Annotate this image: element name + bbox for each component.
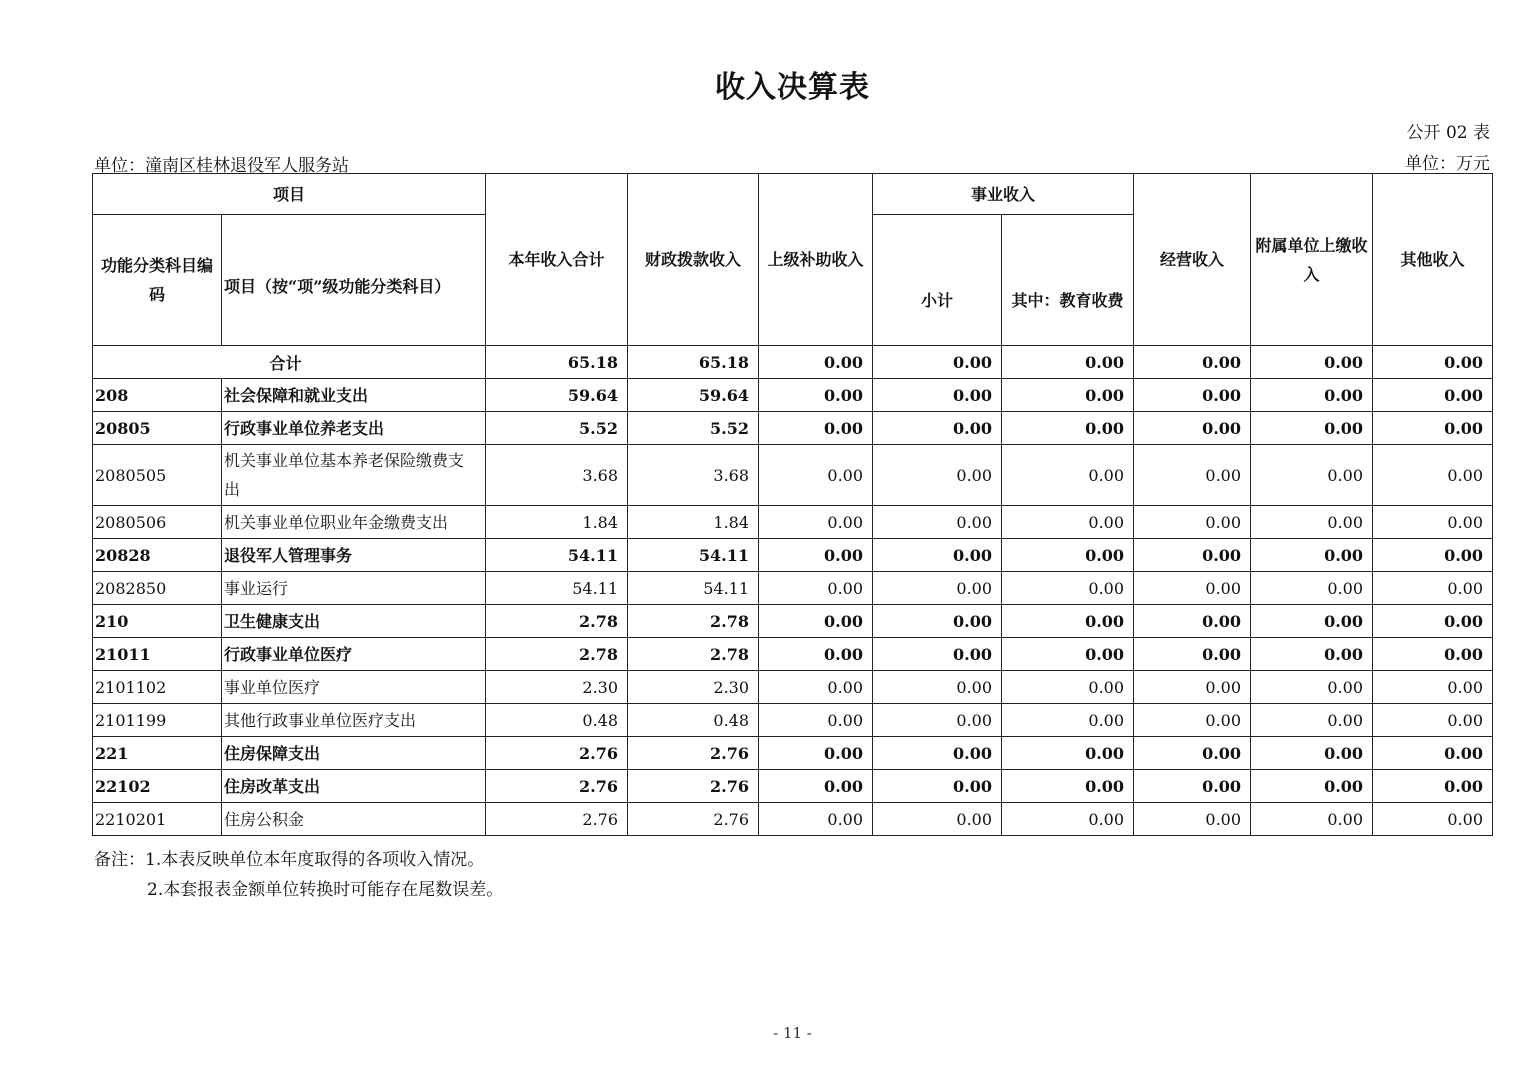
row-value: 0.00: [759, 379, 873, 412]
row-value: 0.00: [873, 671, 1002, 704]
row-value: 1.84: [628, 506, 759, 539]
row-value: 0.00: [873, 704, 1002, 737]
row-value: 0.00: [1002, 770, 1134, 803]
header-project: 项目: [93, 174, 486, 215]
row-value: 0.00: [1251, 506, 1373, 539]
row-value: 0.00: [759, 737, 873, 770]
row-value: 0.00: [1134, 770, 1251, 803]
row-value: 59.64: [486, 379, 628, 412]
row-value: 59.64: [628, 379, 759, 412]
row-value: 0.00: [759, 704, 873, 737]
row-name: 事业运行: [222, 572, 486, 605]
row-value: 0.00: [1134, 506, 1251, 539]
row-name: 住房改革支出: [222, 770, 486, 803]
form-number: 公开 02 表: [1406, 123, 1490, 143]
row-value: 0.00: [1251, 737, 1373, 770]
row-value: 0.00: [759, 671, 873, 704]
row-value: 0.00: [1002, 671, 1134, 704]
row-value: 0.00: [1251, 803, 1373, 836]
row-value: 0.00: [873, 737, 1002, 770]
note-line-1: 备注：1.本表反映单位本年度取得的各项收入情况。: [94, 850, 485, 870]
row-value: 0.00: [873, 379, 1002, 412]
row-value: 0.00: [1251, 412, 1373, 445]
row-name: 行政事业单位养老支出: [222, 412, 486, 445]
table-row: [93, 737, 1493, 770]
row-value: 2.78: [628, 605, 759, 638]
row-value: 2.76: [628, 737, 759, 770]
row-value: 0.00: [1251, 770, 1373, 803]
row-code: 2080505: [93, 445, 222, 506]
row-name: 退役军人管理事务: [222, 539, 486, 572]
total-value: 65.18: [628, 346, 759, 379]
row-value: 0.00: [759, 803, 873, 836]
row-value: 54.11: [486, 572, 628, 605]
total-value: 0.00: [759, 346, 873, 379]
header-project-name: 项目（按“项”级功能分类科目）: [222, 215, 486, 346]
table-row: [93, 605, 1493, 638]
row-value: 54.11: [628, 539, 759, 572]
total-row: [93, 346, 1493, 379]
row-value: 0.00: [1251, 605, 1373, 638]
row-value: 0.00: [1002, 638, 1134, 671]
row-value: 0.00: [1134, 412, 1251, 445]
row-value: 0.00: [873, 539, 1002, 572]
row-value: 0.00: [1002, 412, 1134, 445]
row-value: 0.00: [1134, 671, 1251, 704]
row-value: 0.48: [628, 704, 759, 737]
row-value: 0.00: [1134, 704, 1251, 737]
row-value: 0.00: [1373, 704, 1493, 737]
row-name: 住房保障支出: [222, 737, 486, 770]
row-value: 0.00: [759, 638, 873, 671]
row-value: 5.52: [628, 412, 759, 445]
row-value: 0.00: [1251, 379, 1373, 412]
row-value: 0.00: [759, 770, 873, 803]
row-value: 0.00: [1134, 638, 1251, 671]
row-code: 2101102: [93, 671, 222, 704]
row-value: 0.00: [1134, 572, 1251, 605]
row-value: 0.00: [759, 506, 873, 539]
header-education-fee: 其中：教育收费: [1002, 215, 1134, 346]
total-value: 0.00: [1251, 346, 1373, 379]
row-value: 0.00: [759, 572, 873, 605]
row-value: 0.00: [1251, 539, 1373, 572]
row-name: 机关事业单位基本养老保险缴费支出: [222, 445, 486, 506]
row-value: 0.00: [1002, 803, 1134, 836]
row-value: 2.76: [486, 737, 628, 770]
header-row-1: [93, 174, 1493, 215]
row-name: 其他行政事业单位医疗支出: [222, 704, 486, 737]
row-value: 2.76: [628, 803, 759, 836]
row-value: 0.00: [1002, 539, 1134, 572]
total-value: 0.00: [873, 346, 1002, 379]
row-value: 0.00: [759, 539, 873, 572]
row-value: 0.00: [1134, 803, 1251, 836]
row-value: 0.00: [1002, 379, 1134, 412]
row-value: 0.00: [1251, 445, 1373, 506]
row-value: 0.00: [873, 412, 1002, 445]
row-value: 0.00: [1251, 638, 1373, 671]
table-row: [93, 412, 1493, 445]
row-value: 0.00: [1002, 704, 1134, 737]
row-value: 2.76: [486, 770, 628, 803]
row-value: 0.00: [1251, 572, 1373, 605]
row-name: 卫生健康支出: [222, 605, 486, 638]
row-value: 2.76: [628, 770, 759, 803]
table-row: [93, 803, 1493, 836]
total-value: 0.00: [1373, 346, 1493, 379]
row-code: 210: [93, 605, 222, 638]
table-row: [93, 445, 1493, 506]
row-value: 0.00: [873, 506, 1002, 539]
row-value: 0.00: [759, 445, 873, 506]
page-number: - 11 -: [773, 1024, 812, 1042]
row-value: 0.00: [1134, 737, 1251, 770]
row-code: 2082850: [93, 572, 222, 605]
table-row: [93, 638, 1493, 671]
total-value: 0.00: [1002, 346, 1134, 379]
row-value: 0.00: [1134, 379, 1251, 412]
header-affiliated: 附属单位上缴收入: [1251, 174, 1373, 346]
table-row: [93, 539, 1493, 572]
row-value: 0.00: [1002, 737, 1134, 770]
row-value: 0.00: [1373, 506, 1493, 539]
row-value: 0.00: [1002, 572, 1134, 605]
row-name: 机关事业单位职业年金缴费支出: [222, 506, 486, 539]
row-value: 0.00: [873, 445, 1002, 506]
row-value: 0.00: [1373, 539, 1493, 572]
row-value: 54.11: [486, 539, 628, 572]
header-superior-subsidy: 上级补助收入: [759, 174, 873, 346]
row-value: 3.68: [628, 445, 759, 506]
row-code: 208: [93, 379, 222, 412]
header-fiscal: 财政拨款收入: [628, 174, 759, 346]
row-code: 2080506: [93, 506, 222, 539]
row-value: 2.78: [486, 605, 628, 638]
row-value: 0.00: [1373, 737, 1493, 770]
row-code: 221: [93, 737, 222, 770]
unit-name: 单位：潼南区桂林退役军人服务站: [94, 156, 349, 176]
row-value: 0.00: [873, 770, 1002, 803]
row-value: 0.00: [1002, 506, 1134, 539]
row-value: 5.52: [486, 412, 628, 445]
row-value: 0.00: [1002, 605, 1134, 638]
row-value: 0.00: [1251, 671, 1373, 704]
header-operating: 经营收入: [1134, 174, 1251, 346]
table-row: [93, 671, 1493, 704]
header-subtotal: 小计: [873, 215, 1002, 346]
row-name: 社会保障和就业支出: [222, 379, 486, 412]
row-value: 2.78: [628, 638, 759, 671]
row-name: 行政事业单位医疗: [222, 638, 486, 671]
row-value: 0.00: [873, 638, 1002, 671]
row-value: 2.76: [486, 803, 628, 836]
note-line-2: 2.本套报表金额单位转换时可能存在尾数误差。: [147, 880, 504, 900]
row-value: 0.00: [1373, 605, 1493, 638]
row-code: 20828: [93, 539, 222, 572]
row-value: 0.48: [486, 704, 628, 737]
row-value: 1.84: [486, 506, 628, 539]
row-value: 0.00: [1373, 379, 1493, 412]
row-value: 0.00: [1002, 445, 1134, 506]
table-row: [93, 572, 1493, 605]
header-other: 其他收入: [1373, 174, 1493, 346]
table-row: [93, 770, 1493, 803]
row-value: 0.00: [1134, 539, 1251, 572]
row-value: 0.00: [1373, 671, 1493, 704]
income-table: [92, 173, 1493, 836]
row-value: 0.00: [873, 572, 1002, 605]
row-code: 22102: [93, 770, 222, 803]
header-code: 功能分类科目编码: [93, 215, 222, 346]
row-name: 事业单位医疗: [222, 671, 486, 704]
page-title: 收入决算表: [715, 70, 870, 105]
total-value: 0.00: [1134, 346, 1251, 379]
row-value: 0.00: [1373, 770, 1493, 803]
row-value: 2.30: [486, 671, 628, 704]
row-value: 0.00: [1134, 445, 1251, 506]
row-value: 54.11: [628, 572, 759, 605]
row-value: 0.00: [1373, 412, 1493, 445]
row-value: 0.00: [873, 605, 1002, 638]
header-total-income: 本年收入合计: [486, 174, 628, 346]
row-value: 0.00: [873, 803, 1002, 836]
notes: [94, 845, 503, 905]
row-name: 住房公积金: [222, 803, 486, 836]
row-code: 21011: [93, 638, 222, 671]
row-code: 20805: [93, 412, 222, 445]
currency-unit: 单位：万元: [1405, 154, 1490, 174]
row-value: 0.00: [759, 412, 873, 445]
table-row: [93, 704, 1493, 737]
total-label: 合计: [93, 346, 486, 379]
row-value: 0.00: [759, 605, 873, 638]
header-business-income: 事业收入: [873, 174, 1134, 215]
row-value: 3.68: [486, 445, 628, 506]
row-value: 0.00: [1373, 638, 1493, 671]
row-value: 0.00: [1373, 572, 1493, 605]
row-code: 2101199: [93, 704, 222, 737]
table-row: [93, 506, 1493, 539]
row-value: 2.30: [628, 671, 759, 704]
row-value: 0.00: [1373, 803, 1493, 836]
row-value: 0.00: [1373, 445, 1493, 506]
table-row: [93, 379, 1493, 412]
row-code: 2210201: [93, 803, 222, 836]
row-value: 0.00: [1251, 704, 1373, 737]
row-value: 2.78: [486, 638, 628, 671]
total-value: 65.18: [486, 346, 628, 379]
row-value: 0.00: [1134, 605, 1251, 638]
